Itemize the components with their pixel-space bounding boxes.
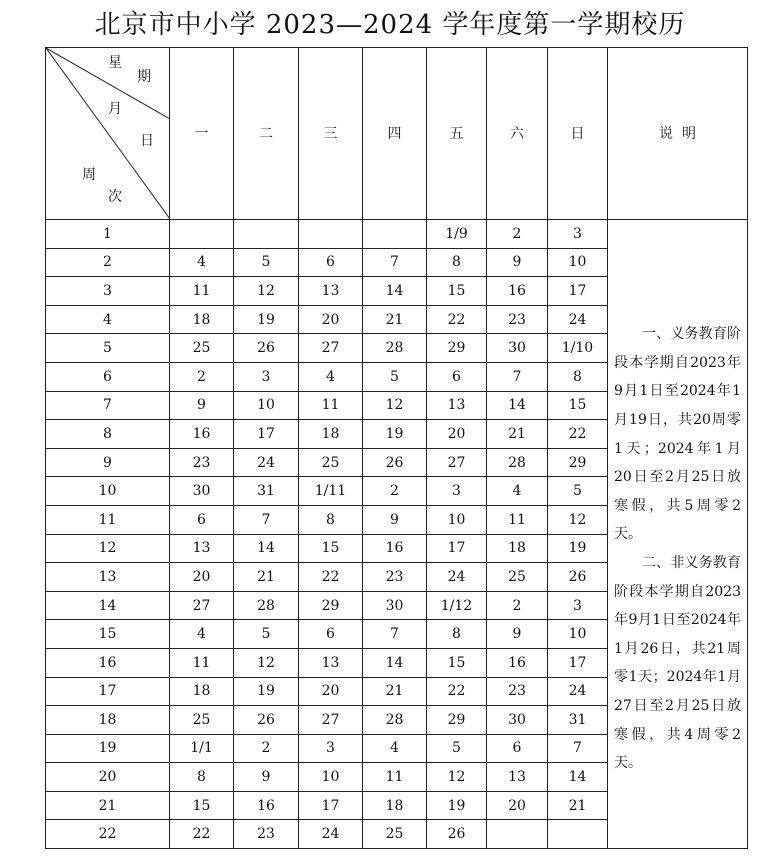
date-cell: 26 (234, 334, 299, 363)
date-cell: 1/11 (299, 477, 363, 506)
date-cell: 27 (170, 591, 234, 620)
week-number-cell: 22 (46, 820, 170, 849)
date-cell: 19 (427, 791, 487, 820)
week-number-cell: 5 (46, 334, 170, 363)
date-cell: 24 (234, 448, 299, 477)
date-cell: 26 (427, 820, 487, 849)
corner-label-ci: 次 (108, 189, 122, 205)
week-number-cell: 20 (46, 763, 170, 792)
date-cell: 30 (363, 591, 427, 620)
weekday-header-sun: 日 (548, 48, 608, 220)
date-cell: 11 (363, 763, 427, 792)
date-cell: 5 (234, 620, 299, 649)
date-cell: 27 (299, 706, 363, 735)
date-cell: 19 (363, 420, 427, 449)
date-cell: 24 (299, 820, 363, 849)
date-cell: 30 (170, 477, 234, 506)
date-cell: 18 (170, 677, 234, 706)
header-row (46, 48, 748, 220)
week-number-cell: 18 (46, 706, 170, 735)
school-calendar-table (45, 47, 748, 849)
date-cell: 7 (363, 248, 427, 277)
notes-cell (608, 220, 748, 849)
date-cell: 16 (487, 277, 548, 306)
date-cell: 6 (299, 248, 363, 277)
date-cell: 31 (548, 706, 608, 735)
date-cell: 20 (299, 305, 363, 334)
week-number-cell: 1 (46, 220, 170, 249)
date-cell: 3 (427, 477, 487, 506)
date-cell: 8 (299, 505, 363, 534)
date-cell: 22 (427, 677, 487, 706)
date-cell: 14 (548, 763, 608, 792)
date-cell: 9 (170, 391, 234, 420)
date-cell: 9 (487, 620, 548, 649)
date-cell: 16 (487, 648, 548, 677)
date-cell: 25 (363, 820, 427, 849)
date-cell: 14 (363, 277, 427, 306)
page-title: 北京市中小学 2023—2024 学年度第一学期校历 (94, 10, 686, 40)
date-cell: 28 (487, 448, 548, 477)
date-cell: 10 (299, 763, 363, 792)
date-cell: 22 (548, 420, 608, 449)
diagonal-header-cell (46, 48, 170, 220)
date-cell: 20 (487, 791, 548, 820)
date-cell: 24 (548, 305, 608, 334)
date-cell: 1/10 (548, 334, 608, 363)
date-cell: 13 (170, 534, 234, 563)
date-cell: 8 (548, 362, 608, 391)
date-cell (548, 820, 608, 849)
date-cell (299, 220, 363, 249)
date-cell: 23 (363, 563, 427, 592)
date-cell: 19 (234, 305, 299, 334)
date-cell: 6 (299, 620, 363, 649)
notes-header: 说 明 (608, 48, 748, 220)
date-cell: 4 (363, 734, 427, 763)
date-cell: 19 (234, 677, 299, 706)
week-number-cell: 9 (46, 448, 170, 477)
date-cell: 12 (234, 277, 299, 306)
date-cell: 29 (299, 591, 363, 620)
date-cell: 28 (234, 591, 299, 620)
date-cell: 9 (234, 763, 299, 792)
date-cell: 14 (234, 534, 299, 563)
week-number-cell: 6 (46, 362, 170, 391)
date-cell: 7 (548, 734, 608, 763)
date-cell: 18 (363, 791, 427, 820)
week-number-cell: 2 (46, 248, 170, 277)
date-cell: 28 (363, 706, 427, 735)
corner-label-xing: 星 (108, 55, 122, 71)
notes-text (608, 320, 747, 778)
date-cell: 24 (548, 677, 608, 706)
date-cell: 3 (548, 591, 608, 620)
date-cell: 15 (427, 648, 487, 677)
date-cell: 10 (427, 505, 487, 534)
date-cell: 3 (548, 220, 608, 249)
date-cell: 20 (170, 563, 234, 592)
weekday-header-mon: 一 (170, 48, 234, 220)
date-cell: 21 (234, 563, 299, 592)
date-cell: 8 (427, 620, 487, 649)
week-number-cell: 11 (46, 505, 170, 534)
date-cell: 2 (487, 220, 548, 249)
date-cell: 12 (427, 763, 487, 792)
date-cell: 8 (170, 763, 234, 792)
date-cell: 10 (234, 391, 299, 420)
date-cell: 29 (427, 706, 487, 735)
date-cell: 28 (363, 334, 427, 363)
date-cell: 3 (299, 734, 363, 763)
date-cell: 16 (234, 791, 299, 820)
date-cell: 5 (427, 734, 487, 763)
date-cell: 25 (299, 448, 363, 477)
date-cell: 23 (234, 820, 299, 849)
date-cell (234, 220, 299, 249)
week-number-cell: 21 (46, 791, 170, 820)
date-cell: 30 (487, 706, 548, 735)
date-cell: 19 (548, 534, 608, 563)
weekday-header-tue: 二 (234, 48, 299, 220)
notes-non-compulsory-education: 二、非义务教育阶段本学期自2023年9月1日至2024年1月26日，共21周零1天；2024年1月27日至2月25日放寒假，共4周零2天。 (614, 555, 741, 772)
date-cell: 31 (234, 477, 299, 506)
week-number-cell: 13 (46, 563, 170, 592)
date-cell: 11 (170, 648, 234, 677)
date-cell: 17 (548, 648, 608, 677)
date-cell: 15 (170, 791, 234, 820)
date-cell: 17 (548, 277, 608, 306)
date-cell: 22 (299, 563, 363, 592)
date-cell: 27 (299, 334, 363, 363)
date-cell: 6 (427, 362, 487, 391)
date-cell: 18 (299, 420, 363, 449)
date-cell: 1/12 (427, 591, 487, 620)
date-cell: 15 (427, 277, 487, 306)
date-cell: 9 (363, 505, 427, 534)
date-cell (170, 220, 234, 249)
date-cell: 30 (487, 334, 548, 363)
week-number-cell: 7 (46, 391, 170, 420)
date-cell: 23 (170, 448, 234, 477)
date-cell: 4 (170, 248, 234, 277)
corner-label-qi: 期 (137, 69, 151, 85)
date-cell: 20 (299, 677, 363, 706)
date-cell: 9 (487, 248, 548, 277)
date-cell: 27 (427, 448, 487, 477)
date-cell: 11 (487, 505, 548, 534)
date-cell: 18 (170, 305, 234, 334)
date-cell: 1/9 (427, 220, 487, 249)
date-cell: 16 (363, 534, 427, 563)
date-cell: 8 (427, 248, 487, 277)
date-cell: 14 (363, 648, 427, 677)
date-cell: 16 (170, 420, 234, 449)
date-cell (487, 820, 548, 849)
date-cell: 4 (170, 620, 234, 649)
date-cell: 6 (487, 734, 548, 763)
date-cell: 25 (487, 563, 548, 592)
corner-label-day: 日 (140, 133, 154, 149)
date-cell: 21 (363, 677, 427, 706)
week-number-cell: 17 (46, 677, 170, 706)
date-cell: 13 (487, 763, 548, 792)
date-cell: 13 (427, 391, 487, 420)
weekday-header-sat: 六 (487, 48, 548, 220)
corner-label-month: 月 (108, 101, 122, 117)
date-cell: 17 (299, 791, 363, 820)
date-cell: 11 (299, 391, 363, 420)
date-cell: 26 (363, 448, 427, 477)
date-cell: 26 (234, 706, 299, 735)
date-cell: 5 (363, 362, 427, 391)
date-cell: 12 (363, 391, 427, 420)
date-cell: 10 (548, 620, 608, 649)
date-cell: 2 (487, 591, 548, 620)
date-cell: 23 (487, 677, 548, 706)
date-cell: 18 (487, 534, 548, 563)
date-cell: 29 (427, 334, 487, 363)
weekday-header-wed: 三 (299, 48, 363, 220)
date-cell: 13 (299, 277, 363, 306)
date-cell: 4 (299, 362, 363, 391)
date-cell: 14 (487, 391, 548, 420)
notes-compulsory-education: 一、义务教育阶段本学期自2023年9月1日至2024年1月19日，共20周零1天；2024年1月20日至2月25日放寒假，共5周零2天。 (614, 326, 741, 543)
date-cell: 24 (427, 563, 487, 592)
week-number-cell: 4 (46, 305, 170, 334)
date-cell: 7 (487, 362, 548, 391)
date-cell: 13 (299, 648, 363, 677)
date-cell: 21 (487, 420, 548, 449)
date-cell: 15 (299, 534, 363, 563)
date-cell: 29 (548, 448, 608, 477)
date-cell: 17 (234, 420, 299, 449)
date-cell: 11 (170, 277, 234, 306)
date-cell: 10 (548, 248, 608, 277)
date-cell: 23 (487, 305, 548, 334)
week-number-cell: 14 (46, 591, 170, 620)
week-row (46, 220, 748, 249)
date-cell: 21 (363, 305, 427, 334)
date-cell: 1/1 (170, 734, 234, 763)
date-cell: 2 (170, 362, 234, 391)
date-cell: 7 (234, 505, 299, 534)
date-cell: 5 (234, 248, 299, 277)
date-cell: 3 (234, 362, 299, 391)
date-cell: 2 (234, 734, 299, 763)
date-cell (363, 220, 427, 249)
corner-label-zhou: 周 (82, 167, 96, 183)
date-cell: 25 (170, 334, 234, 363)
date-cell: 15 (548, 391, 608, 420)
date-cell: 26 (548, 563, 608, 592)
weekday-header-thu: 四 (363, 48, 427, 220)
date-cell: 20 (427, 420, 487, 449)
week-number-cell: 19 (46, 734, 170, 763)
date-cell: 22 (170, 820, 234, 849)
week-number-cell: 15 (46, 620, 170, 649)
week-number-cell: 12 (46, 534, 170, 563)
week-number-cell: 3 (46, 277, 170, 306)
date-cell: 25 (170, 706, 234, 735)
date-cell: 6 (170, 505, 234, 534)
date-cell: 5 (548, 477, 608, 506)
week-number-cell: 10 (46, 477, 170, 506)
date-cell: 21 (548, 791, 608, 820)
week-number-cell: 8 (46, 420, 170, 449)
date-cell: 12 (234, 648, 299, 677)
date-cell: 12 (548, 505, 608, 534)
date-cell: 7 (363, 620, 427, 649)
weekday-header-fri: 五 (427, 48, 487, 220)
date-cell: 22 (427, 305, 487, 334)
date-cell: 2 (363, 477, 427, 506)
week-number-cell: 16 (46, 648, 170, 677)
date-cell: 17 (427, 534, 487, 563)
date-cell: 4 (487, 477, 548, 506)
